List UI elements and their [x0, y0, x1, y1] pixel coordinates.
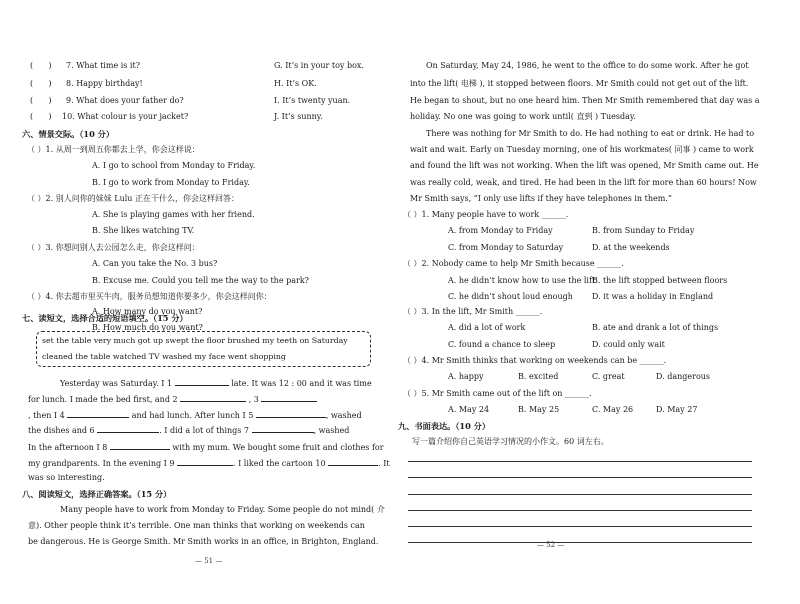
passage-line: and found the lift was not working. When the lift was opened, Mr Smith came out. He — [410, 161, 759, 170]
passage-line: On Saturday, May 24, 1986, he went to the office to do some work. After he got — [426, 61, 749, 70]
blank-4[interactable] — [67, 409, 129, 418]
sec6-option: A. How many do you want? — [92, 307, 203, 316]
cloze-line: for lunch. I made the bed first, and 2 , 3 — [28, 393, 317, 405]
reading-question: （ ）4. Mr Smith thinks that working on weekends can be ______. — [403, 356, 667, 365]
sec6-option: B. Excuse me. Could you tell me the way to the park? — [92, 276, 309, 285]
passage-line: There was nothing for Mr Smith to do. He had nothing to eat or drink. He had to — [426, 129, 755, 138]
reading-question: （ ）2. Nobody came to help Mr Smith because ______. — [403, 259, 624, 268]
match-bracket: ( ) — [30, 96, 52, 105]
match-answer: G. It’s in your toy box. — [274, 61, 364, 70]
blank-10[interactable] — [328, 457, 378, 466]
cloze-line: , then I 4 and had lunch. After lunch I 5 , washed — [28, 411, 362, 420]
blank-9[interactable] — [177, 457, 233, 466]
section-8-title: 八、阅读短文，选择正确答案。（15 分） — [22, 489, 172, 499]
sec6-question: （ ）3. 你想问别人去公园怎么走，你会这样问： — [27, 243, 200, 252]
cloze-line: Yesterday was Saturday. I 1 late. It was 12 : 00 and it was time — [60, 379, 372, 388]
blank-8[interactable] — [110, 441, 170, 450]
option-a: A. did a lot of work — [448, 323, 526, 332]
option-c: C. he didn’t shout loud enough — [448, 292, 573, 301]
writing-prompt: 写一篇介绍你自己英语学习情况的小作文。60 词左右。 — [412, 437, 609, 446]
match-answer: I. It’s twenty yuan. — [274, 96, 351, 105]
option-b: B. excited — [518, 372, 559, 381]
writing-line[interactable] — [408, 542, 752, 543]
match-question: 9. What does your father do? — [66, 96, 184, 105]
option-d: D. could only wait — [592, 340, 665, 349]
option-b: B. from Sunday to Friday — [592, 226, 695, 235]
option-b: B. ate and drank a lot of things — [592, 323, 719, 332]
writing-line[interactable] — [408, 526, 752, 527]
blank-5[interactable] — [256, 409, 326, 418]
blank-1[interactable] — [175, 377, 229, 386]
sec6-question: （ ）1. 从周一到周五你都去上学，你会这样说： — [27, 145, 200, 154]
option-b: B. the lift stopped between floors — [592, 276, 728, 285]
reading-question: （ ）3. In the lift, Mr Smith ______. — [403, 307, 543, 316]
option-a: A. May 24 — [448, 405, 490, 414]
match-answer: H. It’s OK. — [274, 79, 317, 88]
option-c: C. great — [592, 372, 625, 381]
sec6-option: A. I go to school from Monday to Friday. — [92, 161, 256, 170]
cloze-line: was so interesting. — [28, 473, 105, 482]
sec6-option: A. She is playing games with her friend. — [92, 210, 255, 219]
cloze-line: In the afternoon I 8 with my mum. We bought some fruit and clothes for — [28, 443, 384, 452]
blank-7[interactable] — [252, 424, 314, 433]
writing-line[interactable] — [408, 510, 752, 511]
option-a: A. happy — [448, 372, 484, 381]
word-box-line: set the table very much got up swept the floor brushed my teeth on Saturday — [42, 336, 348, 345]
passage-line: 意). Other people think it’s terrible. One man thinks that working on weekends can — [28, 521, 365, 530]
option-b: B. May 25 — [518, 405, 560, 414]
passage-line: Many people have to work from Monday to Friday. Some people do not mind( 介 — [60, 505, 385, 514]
section-7-title: 七、读短文，选择合适的短语填空。（15 分） — [22, 313, 188, 323]
passage-line: Mr Smith says, “I only use lifts if they have telephones in them.” — [410, 194, 672, 203]
option-c: C. May 26 — [592, 405, 634, 414]
sec6-option: B. How much do you want? — [92, 323, 203, 332]
writing-line[interactable] — [408, 477, 752, 478]
option-d: D. dangerous — [656, 372, 711, 381]
section-6-title: 六、情景交际。（10 分） — [22, 129, 115, 139]
match-bracket: ( ) — [30, 79, 52, 88]
sec6-option: A. Can you take the No. 3 bus? — [92, 259, 218, 268]
match-question: 8. Happy birthday! — [66, 79, 143, 88]
cloze-line: my grandparents. In the evening I 9 . I liked the cartoon 10 . It — [28, 459, 390, 468]
option-d: D. May 27 — [656, 405, 698, 414]
writing-line[interactable] — [408, 461, 752, 462]
page-number-left: — 51 — — [195, 557, 223, 565]
word-box-line: cleaned the table watched TV washed my face went shopping — [42, 352, 286, 361]
sec6-option: B. I go to work from Monday to Friday. — [92, 178, 250, 187]
option-c: C. found a chance to sleep — [448, 340, 556, 349]
match-question: 7. What time is it? — [66, 61, 140, 70]
match-answer: J. It’s sunny. — [274, 112, 323, 121]
cloze-line: the dishes and 6 . I did a lot of things 7 , washed — [28, 426, 350, 435]
match-question: 10. What colour is your jacket? — [62, 112, 189, 121]
sec6-question: （ ）2. 别人问你的妹妹 Lulu 正在干什么，你会这样回答： — [27, 194, 239, 203]
option-d: D. it was a holiday in England — [592, 292, 714, 301]
writing-line[interactable] — [408, 494, 752, 495]
reading-question: （ ）5. Mr Smith came out of the lift on ______. — [403, 389, 592, 398]
match-bracket: ( ) — [30, 61, 52, 70]
option-d: D. at the weekends — [592, 243, 670, 252]
reading-question: （ ）1. Many people have to work ______. — [403, 210, 569, 219]
blank-3[interactable] — [261, 393, 317, 402]
blank-2[interactable] — [180, 393, 246, 402]
passage-line: was really cold, weak, and tired. He had been in the lift for more than 60 hours! Now — [410, 178, 757, 187]
match-bracket: ( ) — [30, 112, 52, 121]
blank-6[interactable] — [97, 424, 159, 433]
passage-line: into the lift( 电梯 ), it stopped between floors. Mr Smith could not get out of the lift. — [410, 79, 749, 88]
page-number-right: — 52 — — [537, 541, 565, 549]
passage-line: wait and wait. Early on Tuesday morning, one of his workmates( 同事 ) came to work — [410, 145, 754, 154]
passage-line: be dangerous. He is George Smith. Mr Smith works in an office, in Brighton, England. — [28, 537, 379, 546]
sec6-question: （ ）4. 你去超市里买牛肉，服务员想知道你要多少，你会这样问你： — [27, 292, 272, 301]
sec6-option: B. She likes watching TV. — [92, 226, 195, 235]
option-c: C. from Monday to Saturday — [448, 243, 564, 252]
section-9-title: 九、书面表达。（10 分） — [398, 421, 491, 431]
option-a: A. he didn’t know how to use the lift — [448, 276, 596, 285]
passage-line: He began to shout, but no one heard him. Then Mr Smith remembered that day was a — [410, 96, 760, 105]
option-a: A. from Monday to Friday — [448, 226, 553, 235]
passage-line: holiday. No one was going to work until( 直到 ) Tuesday. — [410, 112, 636, 121]
